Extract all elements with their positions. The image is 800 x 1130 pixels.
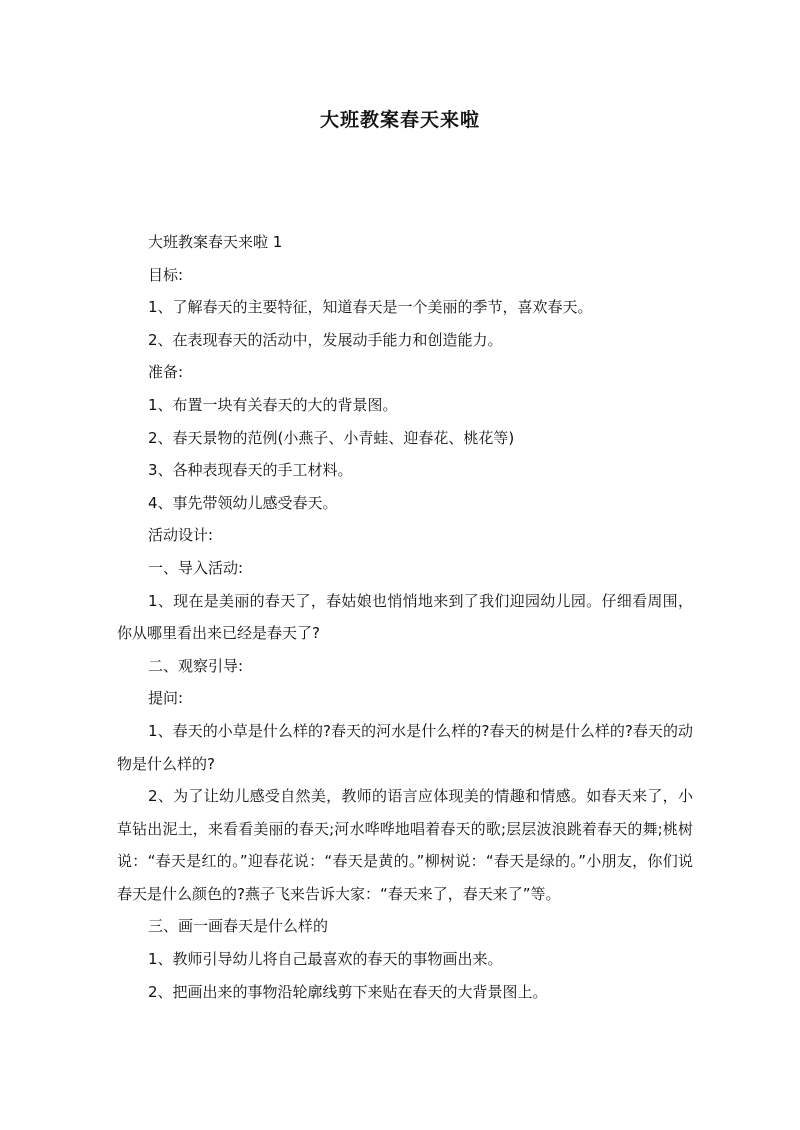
paragraph: 2、把画出来的事物沿轮廓线剪下来贴在春天的大背景图上。: [148, 982, 548, 1001]
document-body: [117, 226, 693, 1008]
paragraph: 3、各种表现春天的手工材料。: [148, 461, 353, 480]
paragraph: 准备:: [148, 363, 184, 382]
paragraph: 1、了解春天的主要特征，知道春天是一个美丽的季节，喜欢春天。: [148, 298, 593, 317]
paragraph: 目标:: [148, 265, 184, 284]
paragraph: 1、现在是美丽的春天了，春姑娘也悄悄地来到了我们迎园幼儿园。仔细看周围，你从哪里看出来已经是春天了?: [117, 591, 693, 643]
paragraph: 1、布置一块有关春天的大的背景图。: [148, 395, 398, 414]
paragraph: 活动设计:: [148, 526, 214, 545]
paragraph: 1、教师引导幼儿将自己最喜欢的春天的事物画出来。: [148, 950, 503, 969]
section-heading: 大班教案春天来啦 1: [148, 233, 283, 251]
paragraph: 二、观察引导:: [148, 656, 244, 675]
paragraph: 三、画一画春天是什么样的: [148, 917, 329, 936]
paragraph: 一、导入活动:: [148, 558, 244, 577]
paragraph: 2、在表现春天的活动中，发展动手能力和创造能力。: [148, 330, 503, 349]
paragraph: 提问:: [148, 689, 184, 708]
paragraph: 2、春天景物的范例(小燕子、小青蛙、迎春花、桃花等): [148, 428, 515, 447]
document-title: 大班教案春天来啦: [319, 109, 480, 131]
paragraph: 2、为了让幼儿感受自然美，教师的语言应体现美的情趣和情感。如春天来了，小草钻出泥土，来看看美丽的春天;河水哗哗地唱着春天的歌;层层波浪跳着春天的舞;桃树说：“春天是红的。”迎春花说：“春天是黄的。”柳树说：“春天是绿的。”小朋友，你们说春天是什么颜色的?燕子飞来告诉大家：“春天来了，春天来了”等。: [117, 787, 693, 903]
paragraph: 1、春天的小草是什么样的?春天的河水是什么样的?春天的树是什么样的?春天的动物是什么样的?: [117, 721, 693, 773]
paragraph: 4、事先带领幼儿感受春天。: [148, 493, 338, 512]
